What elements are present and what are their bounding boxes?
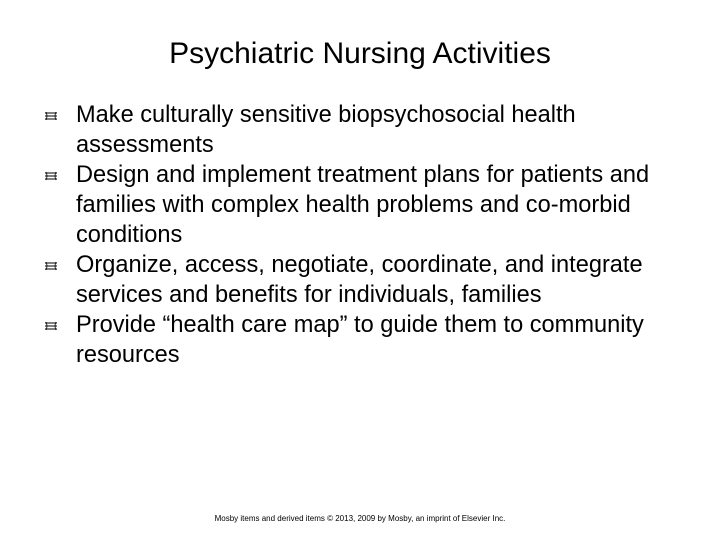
slide-title: Psychiatric Nursing Activities: [169, 37, 551, 70]
bullet-item: [40, 250, 690, 310]
bullet-text: Make culturally sensitive biopsychosocial health assessments: [76, 102, 576, 158]
bullet-icon: [44, 260, 58, 272]
bullet-icon: [44, 170, 58, 182]
copyright-footer: Mosby items and derived items © 2013, 2009 by Mosby, an imprint of Elsevier Inc.: [214, 514, 506, 523]
bullet-text: Organize, access, negotiate, coordinate, and integrate services and benefits for individuals, families: [76, 252, 643, 308]
bullet-item: [40, 160, 690, 250]
bullet-icon: [44, 320, 58, 332]
bullet-item: [40, 310, 690, 370]
bullet-text: Provide “health care map” to guide them to community resources: [76, 312, 644, 368]
bullet-item: [40, 100, 690, 160]
bullet-icon: [44, 110, 58, 122]
bullet-list: [40, 100, 690, 370]
bullet-text: Design and implement treatment plans for patients and families with complex health problems and co-morbid conditions: [76, 162, 650, 248]
